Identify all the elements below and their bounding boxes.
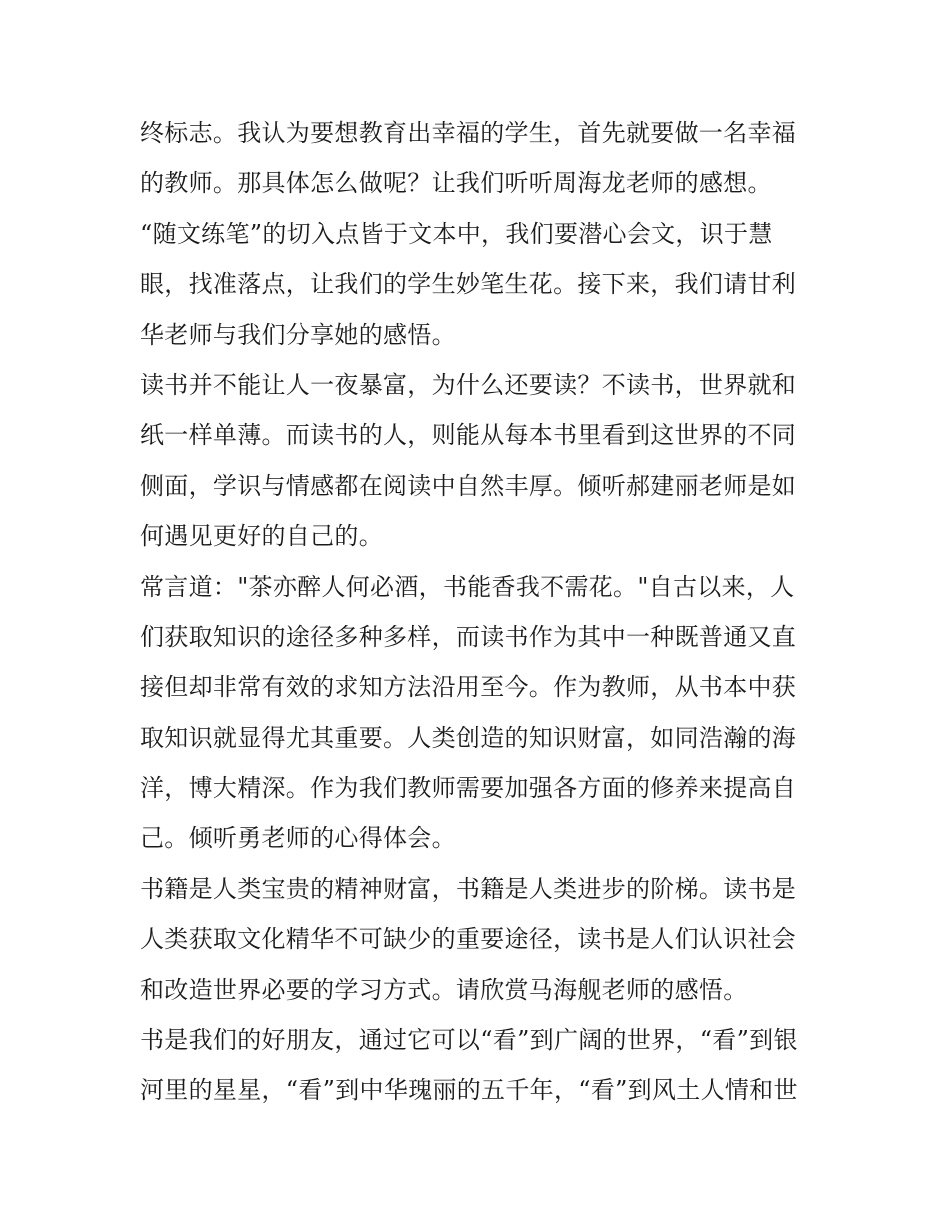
text-line: 己。倾听勇老师的心得体会。 — [140, 824, 456, 853]
text-line: 洋，博大精深。作为我们教师需要加强各方面的修养来提高自 — [140, 774, 797, 803]
text-line: 常言道："茶亦醉人何必酒，书能香我不需花。"自古以来，人 — [140, 572, 795, 601]
text-line: 读书并不能让人一夜暴富，为什么还要读？不读书，世界就和 — [140, 370, 797, 399]
text-line: 书是我们的好朋友，通过它可以“看”到广阔的世界，“看”到银 — [140, 1026, 798, 1055]
text-line: 眼，找准落点，让我们的学生妙笔生花。接下来，我们请甘利 — [140, 270, 797, 299]
text-line: 纸一样单薄。而读书的人，则能从每本书里看到这世界的不同 — [140, 421, 797, 450]
text-line: 和改造世界必要的学习方式。请欣赏马海舰老师的感悟。 — [140, 975, 748, 1004]
text-line: 河里的星星，“看”到中华瑰丽的五千年，“看”到风土人情和世 — [140, 1076, 798, 1105]
text-line: “随文练笔”的切入点皆于文本中，我们要潜心会文，识于慧 — [140, 219, 773, 248]
text-line: 书籍是人类宝贵的精神财富，书籍是人类进步的阶梯。读书是 — [140, 874, 797, 903]
document-body — [140, 108, 820, 1116]
text-line: 接但却非常有效的求知方法沿用至今。作为教师，从书本中获 — [140, 673, 797, 702]
text-line: 们获取知识的途径多种多样，而读书作为其中一种既普通又直 — [140, 622, 797, 651]
text-line: 的教师。那具体怎么做呢？让我们听听周海龙老师的感想。 — [140, 169, 772, 198]
text-line: 取知识就显得尤其重要。人类创造的知识财富，如同浩瀚的海 — [140, 723, 797, 752]
text-line: 华老师与我们分享她的感悟。 — [140, 320, 456, 349]
text-line: 终标志。我认为要想教育出幸福的学生，首先就要做一名幸福 — [140, 119, 797, 147]
text-line: 何遇见更好的自己的。 — [140, 522, 383, 551]
text-line: 人类获取文化精华不可缺少的重要途径，读书是人们认识社会 — [140, 925, 797, 954]
text-line: 侧面，学识与情感都在阅读中自然丰厚。倾听郝建丽老师是如 — [140, 471, 797, 500]
